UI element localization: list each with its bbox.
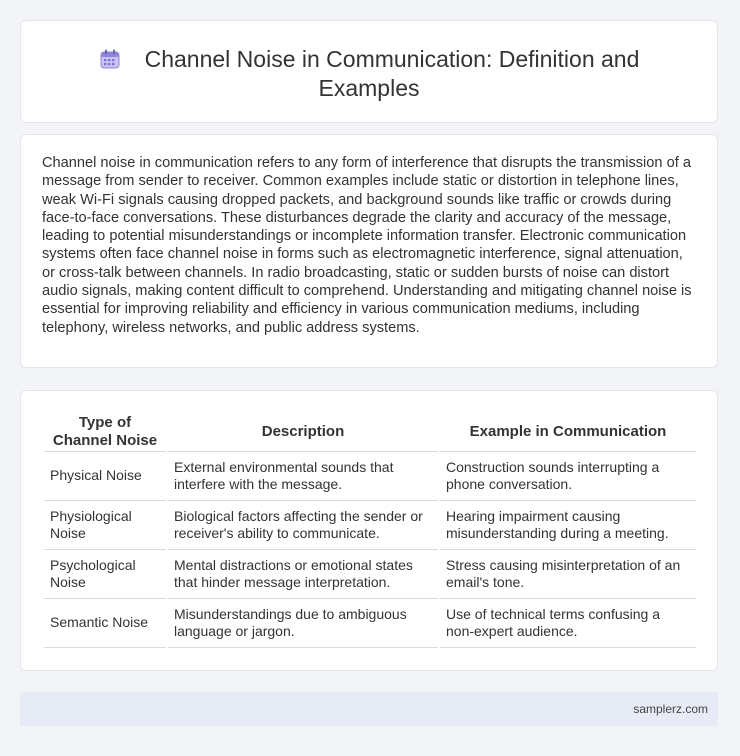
row-description: Misunderstandings due to ambiguous language or jargon. bbox=[168, 599, 438, 648]
table-row bbox=[44, 501, 696, 550]
row-example: Hearing impairment causing misunderstanding during a meeting. bbox=[440, 501, 696, 550]
row-type: Physical Noise bbox=[44, 452, 166, 501]
footer-site-link[interactable]: samplerz.com bbox=[633, 702, 708, 716]
table-row bbox=[44, 452, 696, 501]
title-line-2: Examples bbox=[318, 75, 420, 101]
header-description: Description bbox=[168, 412, 438, 452]
calendar-icon bbox=[99, 48, 121, 70]
title-card bbox=[20, 20, 718, 123]
footer bbox=[20, 692, 718, 726]
row-type: Semantic Noise bbox=[44, 599, 166, 648]
header-type: Type of Channel Noise bbox=[44, 412, 166, 452]
table-row bbox=[44, 599, 696, 648]
header-example: Example in Communication bbox=[440, 412, 696, 452]
row-example: Construction sounds interrupting a phone conversation. bbox=[440, 452, 696, 501]
intro-paragraph: Channel noise in communication refers to any form of interference that disrupts the transmission of a message from sender to receiver. Common examples include static or distortion in telephone lines, weak Wi-Fi signals causing dropped packets, and background sounds like traffic or crowds during face-to-face conversations. These disturbances degrade the clarity and accuracy of the message, leading to potential misunderstandings or incomplete information transfer. Electronic communication systems often face channel noise in forms such as electromagnetic interference, signal attenuation, or cross-talk between channels. In radio broadcasting, static or sudden bursts of noise can distort audio signals, making content difficult to comprehend. Understanding and mitigating channel noise is essential for improving reliability and efficiency in various communication mediums, including telephony, wireless networks, and public address systems. bbox=[42, 155, 692, 336]
row-type: Psychological Noise bbox=[44, 550, 166, 599]
row-example: Use of technical terms confusing a non-expert audience. bbox=[440, 599, 696, 648]
row-description: Mental distractions or emotional states that hinder message interpretation. bbox=[168, 550, 438, 599]
noise-table bbox=[42, 412, 698, 648]
title-line-1: Channel Noise in Communication: Definition and bbox=[144, 46, 640, 72]
table-row bbox=[44, 550, 696, 599]
table-card bbox=[20, 390, 718, 671]
table-header-row bbox=[44, 412, 696, 452]
intro-card bbox=[20, 134, 718, 368]
row-description: External environmental sounds that interfere with the message. bbox=[168, 452, 438, 501]
page-title bbox=[21, 45, 717, 103]
row-description: Biological factors affecting the sender or receiver's ability to communicate. bbox=[168, 501, 438, 550]
row-example: Stress causing misinterpretation of an email's tone. bbox=[440, 550, 696, 599]
row-type: Physiological Noise bbox=[44, 501, 166, 550]
